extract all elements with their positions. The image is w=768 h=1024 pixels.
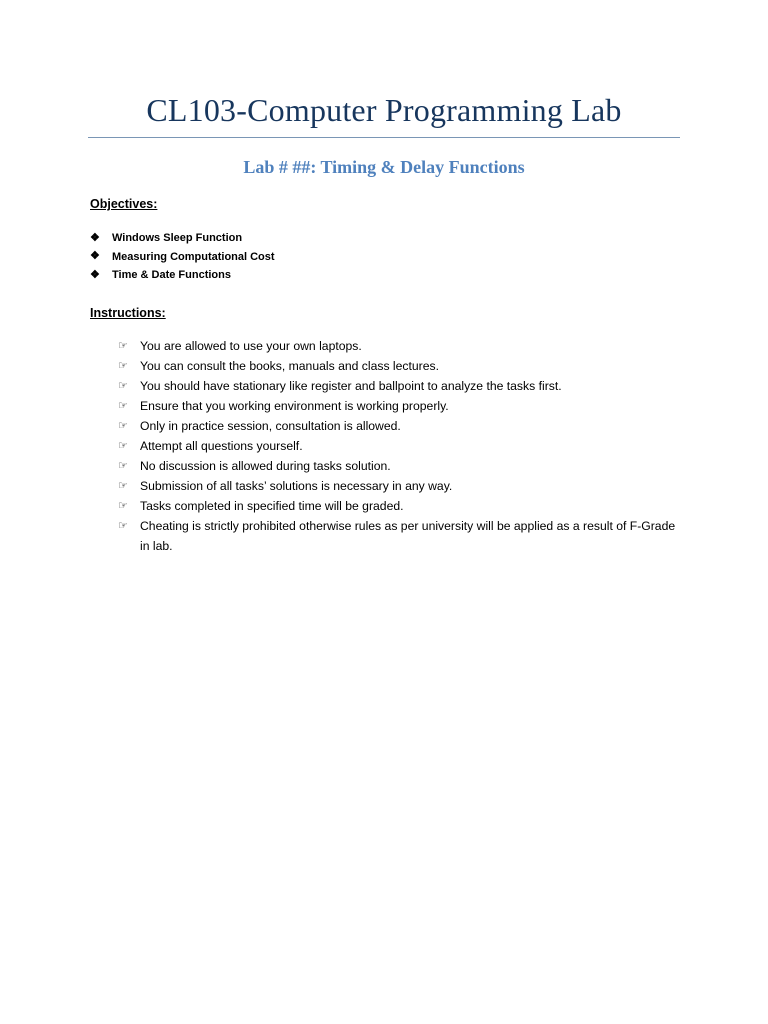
instruction-text: Tasks completed in specified time will be graded.: [140, 499, 404, 513]
instruction-item: [118, 456, 678, 476]
objectives-heading: Objectives:: [90, 197, 158, 211]
pointing-hand-icon: ☞: [118, 360, 128, 372]
instruction-item: [118, 336, 678, 356]
pointing-hand-icon: ☞: [118, 440, 128, 452]
pointing-hand-icon: ☞: [118, 480, 128, 492]
instruction-text: You are allowed to use your own laptops.: [140, 339, 362, 353]
instruction-item: [118, 376, 678, 396]
pointing-hand-icon: ☞: [118, 500, 128, 512]
pointing-hand-icon: ☞: [118, 460, 128, 472]
pointing-hand-icon: ☞: [118, 400, 128, 412]
instruction-item: [118, 476, 678, 496]
instruction-item: [118, 436, 678, 456]
instruction-text: Attempt all questions yourself.: [140, 439, 303, 453]
objective-item: [90, 229, 275, 248]
instruction-text: You can consult the books, manuals and class lectures.: [140, 359, 439, 373]
instruction-text: Cheating is strictly prohibited otherwise rules as per university will be applied as a result of F-Grade in lab.: [140, 519, 676, 553]
instruction-item: [118, 416, 678, 436]
diamond-bullet-icon: ❖: [90, 250, 100, 263]
instruction-item: [118, 516, 678, 556]
instruction-text: Only in practice session, consultation is allowed.: [140, 419, 401, 433]
title-divider: [88, 137, 680, 138]
instruction-text: Submission of all tasks’ solutions is necessary in any way.: [140, 479, 453, 493]
pointing-hand-icon: ☞: [118, 380, 128, 392]
instruction-item: [118, 356, 678, 376]
instruction-item: [118, 496, 678, 516]
objective-item: [90, 248, 275, 267]
objective-text: Measuring Computational Cost: [112, 250, 275, 263]
lab-subtitle: Lab # ##: Timing & Delay Functions: [243, 157, 525, 177]
pointing-hand-icon: ☞: [118, 420, 128, 432]
objective-text: Time & Date Functions: [112, 269, 231, 282]
instructions-heading: Instructions:: [90, 306, 166, 320]
diamond-bullet-icon: ❖: [90, 231, 100, 244]
objective-text: Windows Sleep Function: [112, 232, 243, 245]
instruction-text: You should have stationary like register and ballpoint to analyze the tasks first.: [140, 379, 562, 393]
objective-item: [90, 266, 275, 285]
instruction-text: Ensure that you working environment is working properly.: [140, 399, 449, 413]
instruction-item: [118, 396, 678, 416]
pointing-hand-icon: ☞: [118, 520, 128, 532]
pointing-hand-icon: ☞: [118, 340, 128, 352]
instructions-list: [118, 336, 678, 556]
instruction-text: No discussion is allowed during tasks solution.: [140, 459, 391, 473]
objectives-list: [90, 229, 275, 285]
diamond-bullet-icon: ❖: [90, 268, 100, 281]
document-title: CL103-Computer Programming Lab: [146, 92, 622, 128]
